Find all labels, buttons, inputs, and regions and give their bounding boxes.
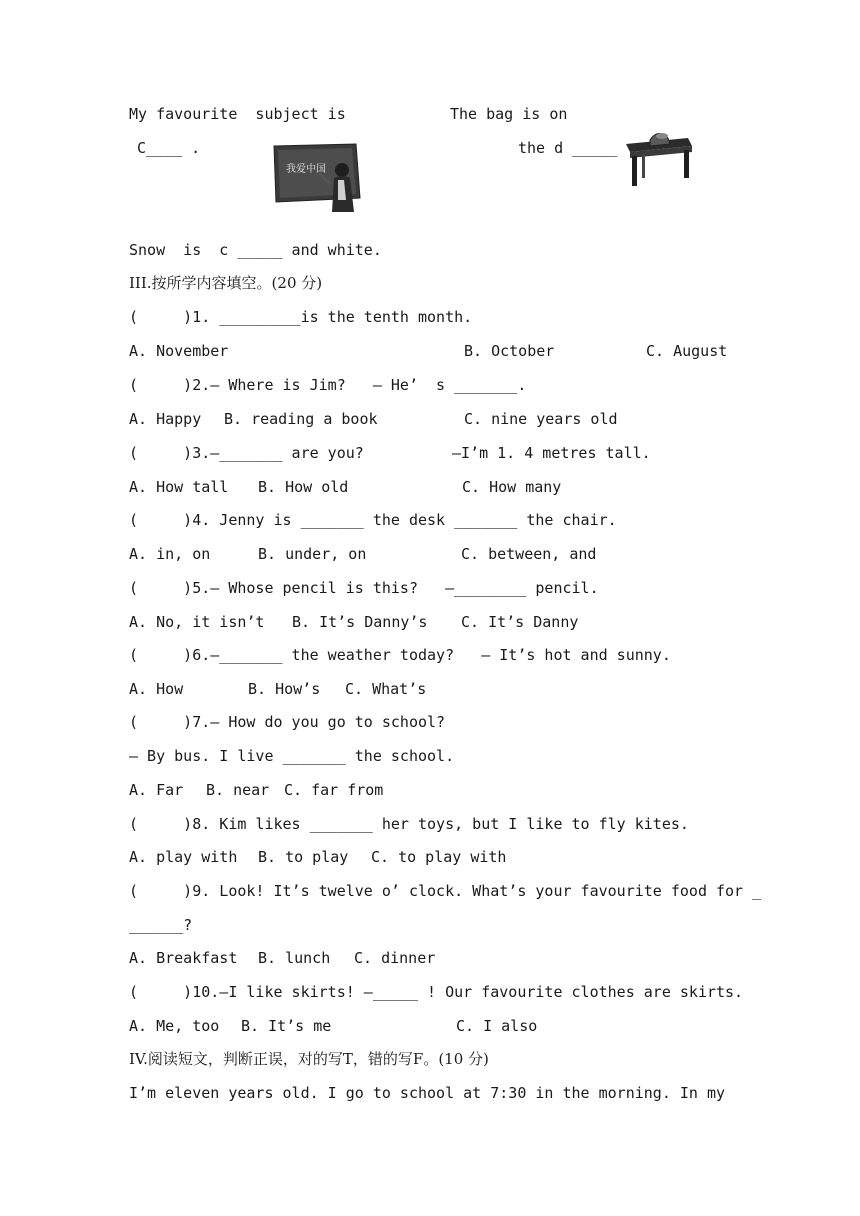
section-3-heading: III.按所学内容填空。(20 分) [129,274,323,292]
question-favourite-subject-blank: C____ . [137,139,201,157]
question-9-option-a: A. Breakfast [129,949,238,967]
question-8-option-a: A. play with [129,848,238,866]
question-4-option-b: B. under, on [258,545,367,563]
question-6: ( )6.—_______ the weather today? — It’s hot and sunny. [129,646,671,664]
question-4-option-a: A. in, on [129,545,211,563]
question-5: ( )5.— Whose pencil is this? —________ pencil. [129,579,599,597]
question-10: ( )10.—I like skirts! —_____ ! Our favourite clothes are skirts. [129,983,744,1001]
question-7-option-c: C. far from [284,781,384,799]
question-10-option-c: C. I also [456,1017,538,1035]
question-8: ( )8. Kim likes _______ her toys, but I like to fly kites. [129,815,689,833]
question-9-continued: ______? [129,916,193,934]
question-1-option-b: B. October [464,342,555,360]
question-1-option-a: A. November [129,342,229,360]
question-8-option-c: C. to play with [371,848,507,866]
question-7: ( )7.— How do you go to school? [129,713,446,731]
question-3-option-c: C. How many [462,478,562,496]
question-9-option-c: C. dinner [354,949,436,967]
question-5-option-c: C. It’s Danny [461,613,579,631]
question-8-option-b: B. to play [258,848,349,866]
question-7-response: — By bus. I live _______ the school. [129,747,455,765]
question-6-option-b: B. How’s [248,680,321,698]
question-4-option-c: C. between, and [461,545,597,563]
question-2: ( )2.— Where is Jim? — He’ s _______. [129,376,527,394]
question-9-option-b: B. lunch [258,949,331,967]
question-6-option-a: A. How [129,680,184,698]
question-2-option-c: C. nine years old [464,410,618,428]
desk-with-bag-picture [624,130,694,188]
question-bag-location: The bag is on [450,105,568,123]
question-7-option-a: A. Far [129,781,184,799]
question-4: ( )4. Jenny is _______ the desk _______ the chair. [129,511,617,529]
question-6-option-c: C. What’s [345,680,427,698]
question-2-option-a: A. Happy [129,410,202,428]
question-10-option-a: A. Me, too [129,1017,220,1035]
blackboard-teacher-picture [272,140,364,214]
question-10-option-b: B. It’s me [241,1017,332,1035]
question-bag-location-blank: the d _____ [518,139,618,157]
question-1: ( )1. _________is the tenth month. [129,308,473,326]
question-5-option-a: A. No, it isn’t [129,613,265,631]
question-7-option-b: B. near [206,781,270,799]
question-3-option-a: A. How tall [129,478,229,496]
blackboard-chalk-text: 我爱中国 [286,164,326,175]
question-5-option-b: B. It’s Danny’s [292,613,428,631]
question-9: ( )9. Look! It’s twelve o’ clock. What’s your favourite food for _ [129,882,762,900]
question-favourite-subject: My favourite subject is [129,105,346,123]
reading-passage-line-1: I’m eleven years old. I go to school at 7:30 in the morning. In my [129,1084,726,1102]
question-3-response: —I’m 1. 4 metres tall. [452,444,651,462]
question-snow-colour: Snow is c _____ and white. [129,241,382,259]
question-3: ( )3.—_______ are you? [129,444,364,462]
question-2-option-b: B. reading a book [224,410,378,428]
section-4-heading: IV.阅读短文，判断正误，对的写T，错的写F。(10 分) [129,1050,489,1068]
question-3-option-b: B. How old [258,478,349,496]
question-1-option-c: C. August [646,342,728,360]
